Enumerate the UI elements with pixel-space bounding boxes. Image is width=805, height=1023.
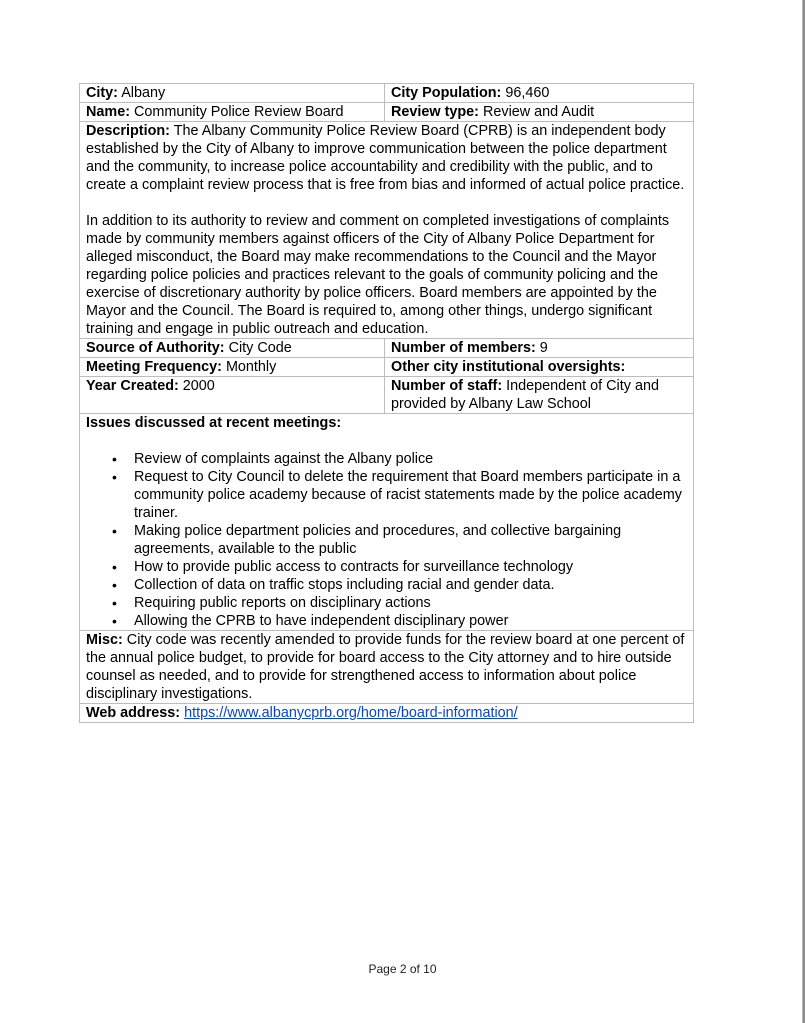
description-paragraph-1: [86, 122, 687, 194]
meeting-frequency-label: Meeting Frequency:: [86, 359, 222, 375]
table-row: [80, 84, 694, 103]
web-address-label: Web address:: [86, 705, 181, 721]
table-row: [80, 103, 694, 122]
board-info-table: [79, 83, 694, 723]
table-row: [80, 414, 694, 631]
table-row: [80, 631, 694, 704]
paragraph-spacer: [86, 432, 687, 450]
name-value: Community Police Review Board: [134, 104, 344, 120]
description-label: Description:: [86, 123, 170, 139]
issues-label: Issues discussed at recent meetings:: [86, 415, 342, 431]
year-created-value: 2000: [182, 378, 215, 394]
other-oversights-label: Other city institutional oversights:: [391, 359, 626, 375]
issues-list: [86, 450, 687, 630]
city-label: City:: [86, 85, 118, 101]
number-of-staff-cell: [385, 377, 694, 414]
list-item: • How to provide public access to contracts for surveillance technology: [134, 558, 687, 576]
list-item: • Requiring public reports on disciplinary actions: [134, 594, 687, 612]
name-label: Name:: [86, 104, 130, 120]
city-value: Albany: [121, 85, 166, 101]
web-address-cell: [80, 704, 694, 723]
year-created-cell: [80, 377, 385, 414]
city-cell: [80, 84, 385, 103]
review-type-cell: [385, 103, 694, 122]
population-label: City Population:: [391, 85, 502, 101]
table-row: [80, 358, 694, 377]
misc-label: Misc:: [86, 632, 123, 648]
misc-cell: [80, 631, 694, 704]
page-number: Page 2 of 10: [368, 962, 437, 976]
meeting-frequency-value: Monthly: [225, 359, 277, 375]
source-of-authority-value: City Code: [228, 340, 292, 356]
misc-value: City code was recently amended to provide funds for the review board at one percent of the annual police budget, to provide for board access to the City attorney and to hire outside counsel as needed, and to provide for strengthened access to information about police disciplinary investigations.: [86, 632, 685, 702]
description-paragraph-2: In addition to its authority to review and comment on completed investigations of complaints made by community members against officers of the City of Albany Police Department for alleged misconduct, the Board may make recommendations to the Council and the Mayor regarding police policies and practices relevant to the goals of community policing and the exercise of discretionary authority by police officers. Board members are appointed by the Mayor and the Council. The Board is required to, among other things, undergo significant training and engage in public outreach and education.: [86, 213, 670, 337]
list-item: • Collection of data on traffic stops including racial and gender data.: [134, 576, 687, 594]
list-item: • Request to City Council to delete the requirement that Board members participate in a community police academy because of racist statements made by the police academy trainer.: [134, 468, 687, 522]
population-cell: [385, 84, 694, 103]
description-text-1: The Albany Community Police Review Board (CPRB) is an independent body established by the City of Albany to improve communication between the police department and the community, to increase police accountability and credibility with the public, and to create a complaint review process that is free from bias and informed of actual police practice.: [86, 123, 685, 193]
name-cell: [80, 103, 385, 122]
number-of-staff-label: Number of staff:: [391, 378, 503, 394]
table-row: [80, 339, 694, 358]
year-created-label: Year Created:: [86, 378, 179, 394]
list-item: • Review of complaints against the Albany police: [134, 450, 687, 468]
review-type-value: Review and Audit: [482, 104, 595, 120]
other-oversights-cell: [385, 358, 694, 377]
meeting-frequency-cell: [80, 358, 385, 377]
number-of-members-value: 9: [539, 340, 548, 356]
web-address-link[interactable]: https://www.albanycprb.org/home/board-information/: [184, 705, 518, 721]
number-of-members-label: Number of members:: [391, 340, 536, 356]
issues-cell: [80, 414, 694, 631]
number-of-staff-value: Independent of City and provided by Albany Law School: [391, 378, 659, 412]
description-cell: [80, 122, 694, 339]
table-row: [80, 122, 694, 339]
source-of-authority-cell: [80, 339, 385, 358]
table-row: [80, 704, 694, 723]
table-row: [80, 377, 694, 414]
source-of-authority-label: Source of Authority:: [86, 340, 225, 356]
population-value: 96,460: [505, 85, 550, 101]
review-type-label: Review type:: [391, 104, 479, 120]
list-item: • Making police department policies and procedures, and collective bargaining agreements, available to the public: [134, 522, 687, 558]
number-of-members-cell: [385, 339, 694, 358]
list-item: • Allowing the CPRB to have independent disciplinary power: [134, 612, 687, 630]
paragraph-spacer: [86, 194, 687, 212]
